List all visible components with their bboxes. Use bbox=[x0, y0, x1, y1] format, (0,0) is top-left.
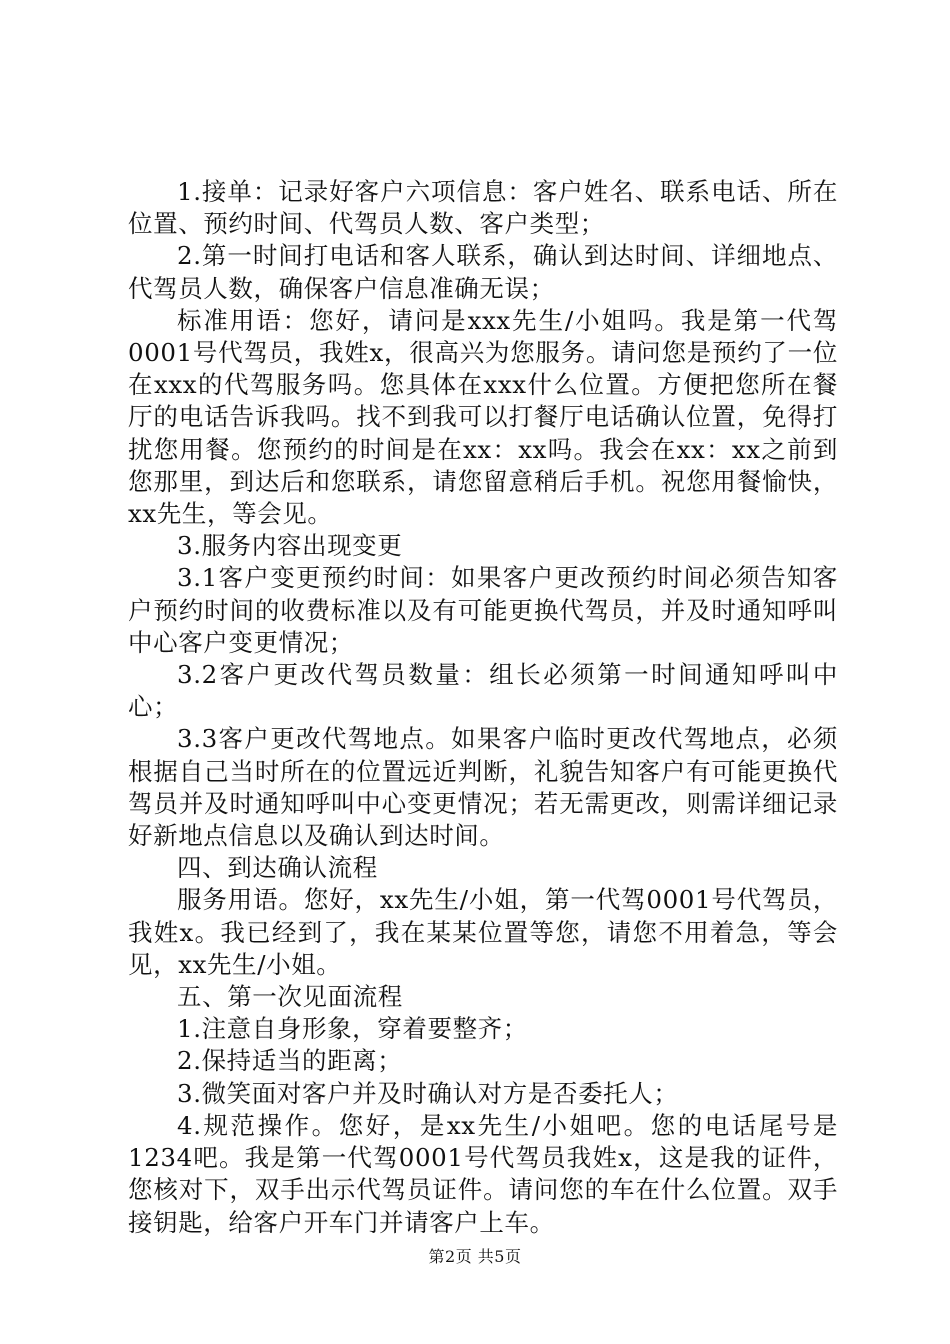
paragraph-distance: 2.保持适当的距离； bbox=[177, 1046, 403, 1076]
section-heading-first-meeting: 五、第一次见面流程 bbox=[177, 982, 403, 1012]
paragraph-change-driver-count: 3.2客户更改代驾员数量：组长必须第一时间通知呼叫中心； bbox=[128, 660, 838, 722]
paragraph-first-call: 2.第一时间打电话和客人联系，确认到达时间、详细地点、代驾员人数，确保客户信息准确无误； bbox=[128, 241, 838, 303]
paragraph-appearance: 1.注意自身形象，穿着要整齐； bbox=[177, 1014, 528, 1044]
page-number: 第2页 共5页 bbox=[428, 1247, 522, 1266]
document-body bbox=[128, 176, 838, 1239]
paragraph-standard-operation: 4.规范操作。您好，是xx先生/小姐吧。您的电话尾号是1234吧。我是第一代驾0001号代驾员我姓x，这是我的证件，您核对下，双手出示代驾员证件。请问您的车在什么位置。双手接钥匙，给客户开车门并请客户上车。 bbox=[128, 1110, 838, 1237]
paragraph-smile-confirm: 3.微笑面对客户并及时确认对方是否委托人； bbox=[177, 1078, 679, 1108]
paragraph-order-taking: 1.接单：记录好客户六项信息：客户姓名、联系电话、所在位置、预约时间、代驾员人数、客户类型； bbox=[128, 177, 838, 239]
paragraph-change-location: 3.3客户更改代驾地点。如果客户临时更改代驾地点，必须根据自己当时所在的位置远近判断，礼貌告知客户有可能更换代驾员并及时通知呼叫中心变更情况；若无需更改，则需详细记录好新地点信息以及确认到达时间。 bbox=[128, 724, 838, 851]
paragraph-change-time: 3.1客户变更预约时间：如果客户更改预约时间必须告知客户预约时间的收费标准以及有可能更换代驾员，并及时通知呼叫中心客户变更情况； bbox=[128, 563, 838, 657]
section-heading-arrival: 四、到达确认流程 bbox=[177, 853, 378, 883]
paragraph-standard-phrases: 标准用语：您好，请问是xxx先生/小姐吗。我是第一代驾0001号代驾员，我姓x，很高兴为您服务。请问您是预约了一位在xxx的代驾服务吗。您具体在xxx什么位置。方便把您所在餐厅的电话告诉我吗。找不到我可以打餐厅电话确认位置，免得打扰您用餐。您预约的时间是在xx：xx吗。我会在xx：xx之前到您那里，到达后和您联系，请您留意稍后手机。祝您用餐愉快，xx先生，等会见。 bbox=[128, 305, 838, 529]
paragraph-service-change-heading: 3.服务内容出现变更 bbox=[177, 531, 403, 561]
paragraph-arrival-phrases: 服务用语。您好，xx先生/小姐，第一代驾0001号代驾员，我姓x。我已经到了，我在某某位置等您，请您不用着急，等会见，xx先生/小姐。 bbox=[128, 885, 838, 979]
